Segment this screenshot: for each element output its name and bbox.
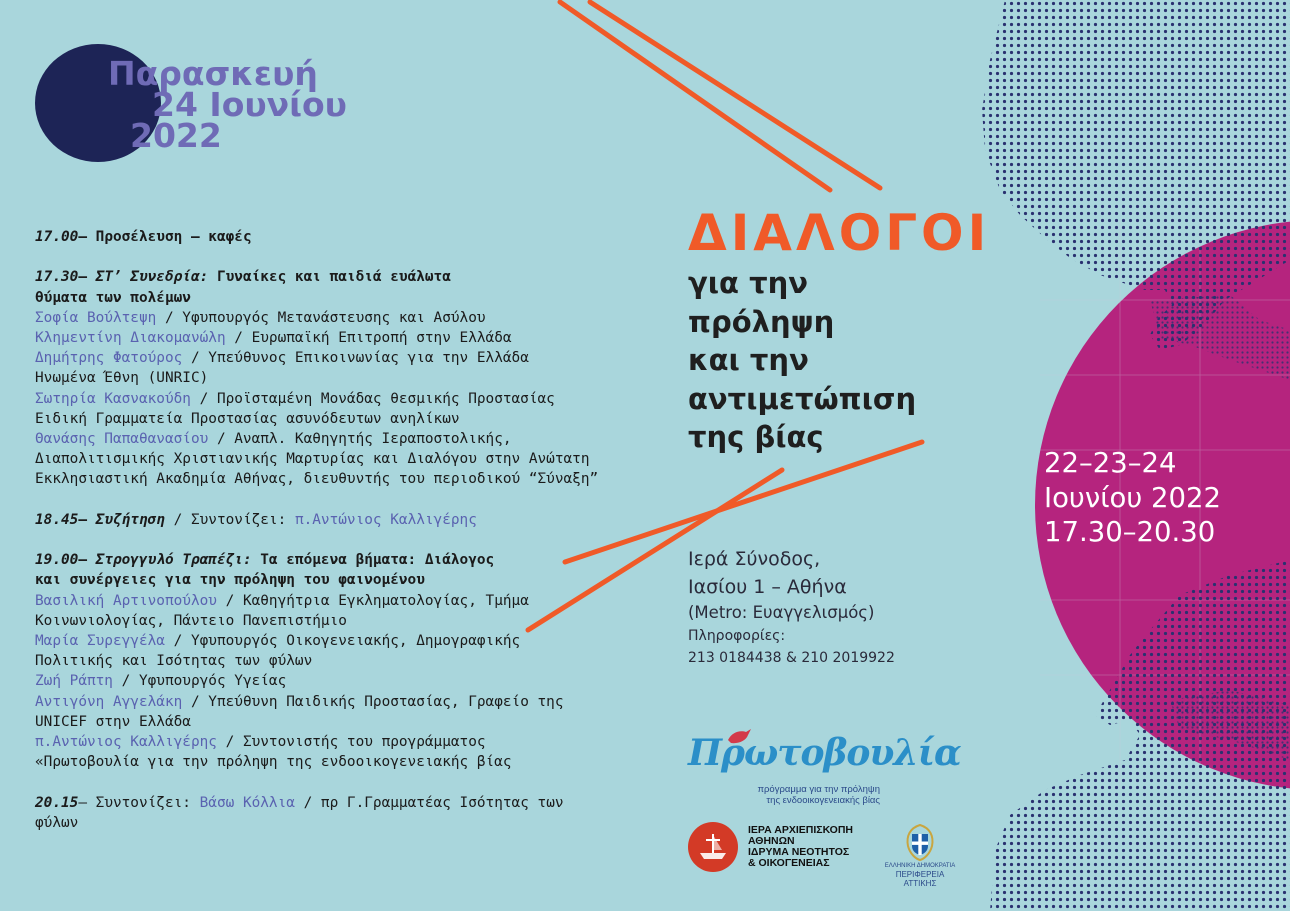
archdiocese-logo xyxy=(688,822,868,872)
program-block xyxy=(35,550,635,772)
program-line xyxy=(35,570,635,590)
archdiocese-line: & ΟΙΚΟΓΕΝΕΙΑΣ xyxy=(748,857,830,869)
program-text: / Καθηγήτρια Εγκληματολογίας, Τμήμα xyxy=(216,592,529,609)
subtitle-line: αντιμετώπιση xyxy=(688,381,917,416)
program-block xyxy=(35,510,635,530)
event-hours: 17.30–20.30 xyxy=(1044,516,1216,548)
program-text: θύματα των πολέμων xyxy=(35,289,191,306)
program-text: Ειδική Γραμματεία Προστασίας ασυνόδευτων ανηλίκων xyxy=(35,410,460,427)
program-text: / Προϊσταμένη Μονάδας θεσμικής Προστασίας xyxy=(190,390,555,407)
program-text: / Υφυπουργός Οικογενειακής, Δημογραφικής xyxy=(164,633,521,650)
program-text: — Προσέλευση – καφές xyxy=(78,229,252,245)
program-text: / Υφυπουργός Υγείας xyxy=(112,673,287,690)
program-text: φύλων xyxy=(35,814,79,831)
program-text: / πρ Γ.Γραμματέας Ισότητας των xyxy=(294,794,564,811)
speaker-name: Μαρία Συρεγγέλα xyxy=(35,633,165,650)
subtitle-line: για την xyxy=(688,266,808,300)
event-dates xyxy=(1044,446,1221,550)
archdiocese-line: ΑΘΗΝΩΝ xyxy=(748,835,795,847)
region-attica-text xyxy=(880,863,960,888)
speaker-name: Δημήτρης Φατούρος xyxy=(35,350,183,367)
subtitle-line: πρόληψη xyxy=(688,304,835,339)
protovoulia-tagline-line: της ενδοοικογενειακής βίας xyxy=(766,795,880,806)
program-text: Κοινωνιολογίας, Πάντειο Πανεπιστήμιο xyxy=(35,612,347,629)
archdiocese-line: ΙΕΡΑ ΑΡΧΙΕΠΙΣΚΟΠΗ xyxy=(748,824,853,836)
venue-name: Ιερά Σύνοδος, xyxy=(688,548,821,570)
program-line xyxy=(35,510,635,530)
program-line xyxy=(35,712,635,732)
program-text: Εκκλησιαστική Ακαδημία Αθήνας, διευθυντής του περιοδικού “Σύναξη” xyxy=(35,471,599,488)
program-text: και συνέργειες για την πρόληψη του φαινομένου xyxy=(35,572,425,589)
speaker-name: Κλημεντίνη Διακομανώλη xyxy=(35,330,226,346)
program-line xyxy=(35,732,635,752)
event-month: Ιουνίου 2022 xyxy=(1044,481,1221,514)
program-line xyxy=(35,692,635,712)
speaker-name: Θανάσης Παπαθανασίου xyxy=(35,431,209,448)
speaker-name: Βάσω Κόλλια xyxy=(199,794,295,811)
program-line xyxy=(35,550,635,570)
program-text: «Πρωτοβουλία για την πρόληψη της ενδοοικογενειακής βίας xyxy=(35,754,512,771)
program-block xyxy=(35,227,635,247)
program-text: Τα επόμενα βήματα: Διάλογος xyxy=(251,552,495,569)
protovoulia-tagline-line: πρόγραμμα για την πρόληψη xyxy=(757,784,880,795)
protovoulia-tagline xyxy=(750,784,880,806)
program-line xyxy=(35,368,635,388)
event-days: 22–23–24 xyxy=(1044,447,1177,479)
program-line xyxy=(35,288,635,308)
event-subtitle xyxy=(688,264,916,457)
venue-address: Ιασίου 1 – Αθήνα xyxy=(688,576,847,598)
info-label: Πληροφορίες: xyxy=(688,628,786,644)
program-line xyxy=(35,631,635,651)
program-text: Διαπολιτισμικής Χριστιανικής Μαρτυρίας και Διαλόγου στην Ανώτατη xyxy=(35,451,590,468)
program-line xyxy=(35,611,635,631)
event-title: ΔΙΑΛΟΓΟΙ xyxy=(688,204,991,262)
speaker-name: Ζωή Ράπτη xyxy=(35,673,113,690)
program-text: — xyxy=(78,511,96,528)
session-time: 17.00 xyxy=(35,229,79,245)
program-line xyxy=(35,651,635,671)
speaker-name: π.Αντώνιος Καλλιγέρης xyxy=(294,511,477,528)
protovoulia-logo xyxy=(686,724,961,814)
protovoulia-wordmark: Πρωτοβουλία xyxy=(688,732,961,774)
program-text: Ηνωμένα Έθνη (UNRIC) xyxy=(35,370,209,387)
venue-info xyxy=(688,545,895,669)
program-line xyxy=(35,389,635,409)
program-line xyxy=(35,227,635,247)
subtitle-line: και την xyxy=(688,343,809,377)
program-text: Γυναίκες και παιδιά ευάλωτα xyxy=(208,269,451,286)
program-text: Στρογγυλό Τραπέζι: xyxy=(95,552,252,569)
archdiocese-text xyxy=(748,825,853,869)
program-text: — Συντονίζει: xyxy=(78,794,200,811)
program-text: — xyxy=(78,552,96,569)
speaker-name: Βασιλική Αρτινοπούλου xyxy=(35,592,217,609)
program-text: UNICEF στην Ελλάδα xyxy=(35,713,191,730)
program-text: ΣΤ’ Συνεδρία: xyxy=(95,269,209,286)
program-line xyxy=(35,348,635,368)
date-badge-year: 2022 xyxy=(130,116,222,155)
program-line xyxy=(35,328,635,348)
session-time: 18.45 xyxy=(35,511,79,528)
program-text: / Συντονίζει: xyxy=(164,511,295,528)
speaker-name: Σωτηρία Κασνακούδη xyxy=(35,390,191,407)
program-text: Πολιτικής και Ισότητας των φύλων xyxy=(35,653,313,670)
session-time: 19.00 xyxy=(35,552,79,569)
speaker-name: π.Αντώνιος Καλλιγέρης xyxy=(35,734,217,751)
program-line xyxy=(35,752,635,772)
region-attica-logo xyxy=(880,822,960,888)
venue-metro: (Metro: Ευαγγελισμός) xyxy=(688,603,875,622)
program-line xyxy=(35,308,635,328)
program-text: / Υπεύθυνη Παιδικής Προστασίας, Γραφείο της xyxy=(182,693,564,710)
program-text: / Συντονιστής του προγράμματος xyxy=(216,734,486,751)
speaker-name: Αντιγόνη Αγγελάκη xyxy=(35,693,183,710)
program-text: / Αναπλ. Καθηγητής Ιεραποστολικής, xyxy=(208,431,512,448)
program-line xyxy=(35,429,635,449)
program-text: / Υφυπουργός Μετανάστευσης και Ασύλου xyxy=(156,309,486,326)
archdiocese-line: ΙΔΡΥΜΑ ΝΕΟΤΗΤΟΣ xyxy=(748,846,850,858)
greek-emblem-icon xyxy=(900,822,940,862)
program-line xyxy=(35,813,635,833)
region-name: ΠΕΡΙΦΕΡΕΙΑ ΑΤΤΙΚΗΣ xyxy=(895,870,945,888)
program-text: — xyxy=(78,269,96,286)
program-line xyxy=(35,591,635,611)
program-text: / Υπεύθυνος Επικοινωνίας για την Ελλάδα xyxy=(182,350,529,367)
program-text: Συζήτηση xyxy=(95,511,165,528)
program-line xyxy=(35,267,635,287)
program-text: / Ευρωπαϊκή Επιτροπή στην Ελλάδα xyxy=(225,330,512,346)
region-country: ΕΛΛΗΝΙΚΗ ΔΗΜΟΚΡΑΤΙΑ xyxy=(884,863,956,869)
session-time: 20.15 xyxy=(35,794,79,811)
session-time: 17.30 xyxy=(35,269,79,286)
program-block xyxy=(35,267,635,489)
date-badge-day: Παρασκευή xyxy=(108,54,318,93)
program-block xyxy=(35,793,635,833)
program-line xyxy=(35,671,635,691)
program-line xyxy=(35,469,635,489)
date-badge-date: 24 Ιουνίου xyxy=(152,85,347,124)
program-line xyxy=(35,409,635,429)
subtitle-line: της βίας xyxy=(688,420,824,454)
program-line xyxy=(35,793,635,813)
info-phones: 213 0184438 & 210 2019922 xyxy=(688,650,895,666)
speaker-name: Σοφία Βούλτεψη xyxy=(35,309,157,326)
program-line xyxy=(35,449,635,469)
program-schedule xyxy=(35,227,635,853)
archdiocese-seal-icon xyxy=(688,822,738,872)
date-badge xyxy=(108,54,347,155)
